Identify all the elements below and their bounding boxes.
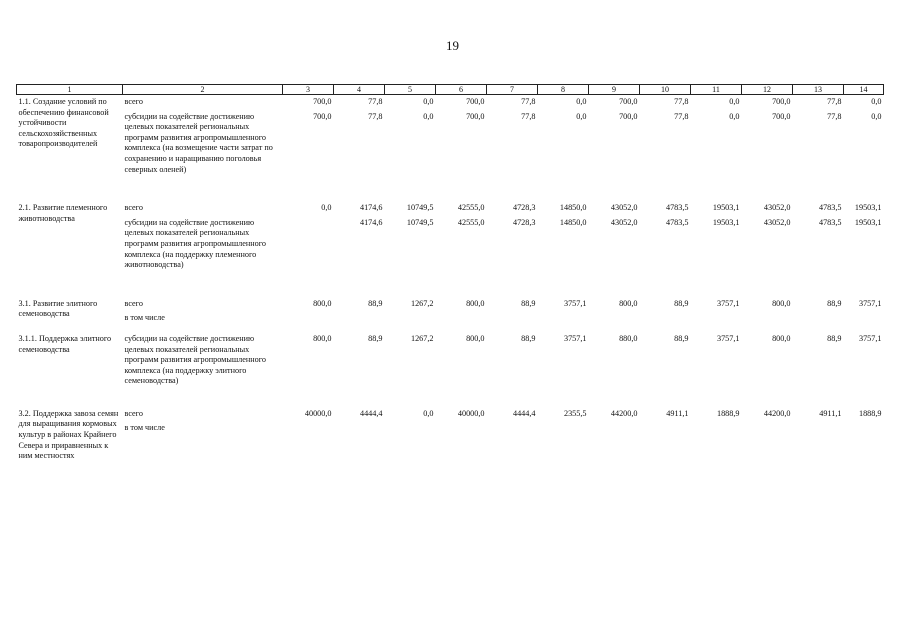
value-total: 19503,1 [854, 203, 882, 213]
value-total: 88,9 [827, 298, 842, 308]
value-total: 1267,2 [410, 298, 434, 308]
value-cell [742, 95, 793, 176]
column-header: 9 [589, 85, 640, 95]
value-total: 77,8 [368, 97, 383, 106]
value-cell [793, 201, 844, 271]
value-cell [691, 201, 742, 271]
value-subsidy: 700,0 [466, 111, 485, 121]
header-row [17, 85, 884, 95]
value-cell [640, 297, 691, 324]
value-total: 4444,4 [359, 408, 383, 418]
value-total: 19503,1 [712, 203, 740, 213]
column-header: 13 [793, 85, 844, 95]
page-number: 19 [446, 38, 459, 53]
value-subsidy: 19503,1 [712, 217, 740, 227]
value-cell [691, 332, 742, 387]
value-total: 3757,1 [563, 298, 587, 308]
value-cell [334, 407, 385, 462]
value-cell [385, 95, 436, 176]
value-cell [742, 297, 793, 324]
value-cell [793, 95, 844, 176]
value-total: 800,0 [313, 333, 332, 343]
value-cell [487, 332, 538, 387]
value-cell [589, 95, 640, 176]
value-total: 4911,1 [666, 408, 689, 418]
value-subsidy: 700,0 [313, 111, 332, 121]
value-subsidy: 14850,0 [559, 217, 587, 227]
value-cell [385, 297, 436, 324]
value-total: 40000,0 [457, 408, 485, 418]
value-total: 44200,0 [610, 408, 638, 418]
value-subsidy: 43052,0 [610, 217, 638, 227]
funding-type-total: всего [124, 203, 143, 213]
value-cell [436, 297, 487, 324]
value-cell [283, 95, 334, 176]
value-total: 1888,9 [858, 408, 882, 418]
column-header: 4 [334, 85, 385, 95]
value-cell [742, 332, 793, 387]
row-name: 2.1. Развитие племенного животноводства [18, 203, 108, 223]
value-subsidy: 77,8 [827, 111, 842, 121]
value-cell [538, 332, 589, 387]
row-name: 1.1. Создание условий по обеспечению финансовой устойчивости сельскохозяйственных товаропроизводителей [18, 97, 109, 149]
value-total: 88,9 [674, 298, 689, 308]
value-total: 1888,9 [716, 408, 740, 418]
value-subsidy: 77,8 [521, 111, 536, 121]
funding-type-total: всего [124, 97, 143, 106]
value-cell [436, 95, 487, 176]
value-cell [793, 407, 844, 462]
value-total: 0,0 [423, 408, 434, 418]
value-cell [334, 95, 385, 176]
funding-type-total: всего [124, 298, 143, 308]
column-header: 14 [844, 85, 884, 95]
value-cell [640, 407, 691, 462]
value-total: 700,0 [466, 97, 485, 106]
value-cell [538, 201, 589, 271]
value-total: 4444,4 [512, 408, 536, 418]
row-name: 3.1. Развитие элитного семеноводства [18, 298, 98, 319]
value-cell [487, 95, 538, 176]
value-total: 14850,0 [559, 203, 587, 213]
value-subsidy: 4174,6 [359, 217, 383, 227]
value-cell [640, 201, 691, 271]
value-cell [691, 297, 742, 324]
value-cell [844, 332, 884, 387]
value-subsidy: 700,0 [772, 111, 791, 121]
column-header: 5 [385, 85, 436, 95]
value-cell [334, 201, 385, 271]
value-total: 1267,2 [410, 333, 434, 343]
table-row [17, 297, 884, 324]
value-total: 88,9 [521, 298, 536, 308]
value-subsidy: 0,0 [576, 111, 587, 121]
value-cell [589, 332, 640, 387]
value-cell [385, 332, 436, 387]
value-cell [283, 407, 334, 462]
value-total: 88,9 [368, 298, 383, 308]
row-spacer [17, 175, 884, 201]
column-header: 6 [436, 85, 487, 95]
value-total: 3757,1 [858, 298, 882, 308]
value-total: 3757,1 [716, 298, 740, 308]
value-subsidy: 0,0 [423, 111, 434, 121]
value-total: 44200,0 [763, 408, 791, 418]
value-cell [436, 407, 487, 462]
value-total: 3757,1 [563, 333, 587, 343]
row-funding-type [123, 201, 283, 271]
value-subsidy: 4783,5 [818, 217, 842, 227]
value-cell [538, 297, 589, 324]
row-spacer [17, 271, 884, 297]
value-cell [844, 201, 884, 271]
table-row [17, 201, 884, 271]
value-subsidy: 42555,0 [457, 217, 485, 227]
value-cell [844, 297, 884, 324]
value-cell [436, 201, 487, 271]
row-funding-type [123, 407, 283, 462]
value-cell [589, 297, 640, 324]
column-header: 11 [691, 85, 742, 95]
value-total: 4174,6 [359, 203, 383, 213]
value-total: 700,0 [619, 97, 638, 106]
row-funding-type [123, 297, 283, 324]
row-spacer [17, 387, 884, 407]
value-cell [691, 407, 742, 462]
row-funding-type [123, 95, 283, 176]
funding-type-total: всего [124, 408, 143, 418]
funding-type-total: субсидии на содействие достижению целевых показателей региональных программ развития агропромышленного комплекса (на поддержку элитного семеноводства) [124, 333, 266, 386]
value-cell [487, 407, 538, 462]
value-cell [538, 95, 589, 176]
value-total: 2355,5 [563, 408, 587, 418]
value-total: 4783,5 [665, 203, 689, 213]
value-subsidy: 0,0 [729, 111, 740, 121]
value-total: 0,0 [871, 97, 882, 106]
value-total: 88,9 [674, 333, 689, 343]
value-cell [742, 407, 793, 462]
value-total: 3757,1 [858, 333, 882, 343]
budget-table [16, 84, 884, 462]
row-name: 3.1.1. Поддержка элитного семеноводства [18, 333, 112, 354]
table-row [17, 332, 884, 387]
value-total: 0,0 [423, 97, 434, 106]
table-row [17, 95, 884, 176]
value-cell [793, 332, 844, 387]
value-cell [844, 95, 884, 176]
value-cell [589, 201, 640, 271]
value-cell [436, 332, 487, 387]
value-total: 800,0 [772, 298, 791, 308]
value-total: 800,0 [313, 298, 332, 308]
column-header: 8 [538, 85, 589, 95]
value-cell [334, 297, 385, 324]
value-total: 0,0 [321, 203, 332, 213]
value-cell [487, 297, 538, 324]
value-subsidy: 77,8 [674, 111, 689, 121]
value-total: 40000,0 [304, 408, 332, 418]
value-cell [385, 201, 436, 271]
value-total: 3757,1 [716, 333, 740, 343]
value-cell [334, 332, 385, 387]
value-total: 88,9 [521, 333, 536, 343]
value-total: 42555,0 [457, 203, 485, 213]
value-cell [487, 201, 538, 271]
value-cell [640, 332, 691, 387]
value-total: 88,9 [827, 333, 842, 343]
column-header: 12 [742, 85, 793, 95]
value-cell [844, 407, 884, 462]
value-total: 880,0 [619, 333, 638, 343]
value-total: 10749,5 [406, 203, 434, 213]
row-spacer [17, 324, 884, 332]
value-subsidy: 700,0 [619, 111, 638, 121]
value-cell [538, 407, 589, 462]
table-row [17, 407, 884, 462]
value-total: 0,0 [729, 97, 740, 106]
value-total: 800,0 [619, 298, 638, 308]
column-header: 3 [283, 85, 334, 95]
value-total: 700,0 [772, 97, 791, 106]
funding-type-detail: субсидии на содействие достижению целевых показателей региональных программ развития агропромышленного комплекса (на возмещение части затрат по сохранению и наращиванию поголовья северных оленей) [124, 111, 273, 174]
value-total: 800,0 [466, 333, 485, 343]
funding-type-detail: в том числе [124, 423, 165, 433]
column-header: 2 [123, 85, 283, 95]
value-cell [589, 407, 640, 462]
value-cell [640, 95, 691, 176]
value-subsidy: 77,8 [368, 111, 383, 121]
value-subsidy: 0,0 [871, 111, 882, 121]
value-total: 43052,0 [610, 203, 638, 213]
value-cell [691, 95, 742, 176]
column-header: 1 [17, 85, 123, 95]
value-subsidy: 19503,1 [854, 217, 882, 227]
value-total: 4783,5 [818, 203, 842, 213]
value-cell [385, 407, 436, 462]
value-total: 88,9 [368, 333, 383, 343]
value-subsidy: 4728,3 [512, 217, 536, 227]
funding-type-detail: в том числе [124, 313, 165, 323]
value-total: 4911,1 [819, 408, 842, 418]
value-subsidy: 4783,5 [665, 217, 689, 227]
funding-type-detail: субсидии на содействие достижению целевых показателей региональных программ развития агропромышленного комплекса (на поддержку племенного животноводства) [124, 217, 266, 270]
value-cell [283, 201, 334, 271]
table-body [17, 95, 884, 462]
value-subsidy: 43052,0 [763, 217, 791, 227]
row-name: 3.2. Поддержка завоза семян для выращивания кормовых культур в районах Крайнего Севера и приравненных к ним местностях [18, 408, 119, 461]
value-cell [283, 332, 334, 387]
value-subsidy: 10749,5 [406, 217, 434, 227]
value-total: 800,0 [772, 333, 791, 343]
column-header: 7 [487, 85, 538, 95]
value-total: 77,8 [521, 97, 536, 106]
row-funding-type [123, 332, 283, 387]
value-total: 0,0 [576, 97, 587, 106]
value-total: 77,8 [827, 97, 842, 106]
value-total: 700,0 [313, 97, 332, 106]
value-cell [742, 201, 793, 271]
value-cell [283, 297, 334, 324]
value-total: 43052,0 [763, 203, 791, 213]
value-total: 800,0 [466, 298, 485, 308]
value-total: 4728,3 [512, 203, 536, 213]
column-header: 10 [640, 85, 691, 95]
value-total: 77,8 [674, 97, 689, 106]
value-cell [793, 297, 844, 324]
